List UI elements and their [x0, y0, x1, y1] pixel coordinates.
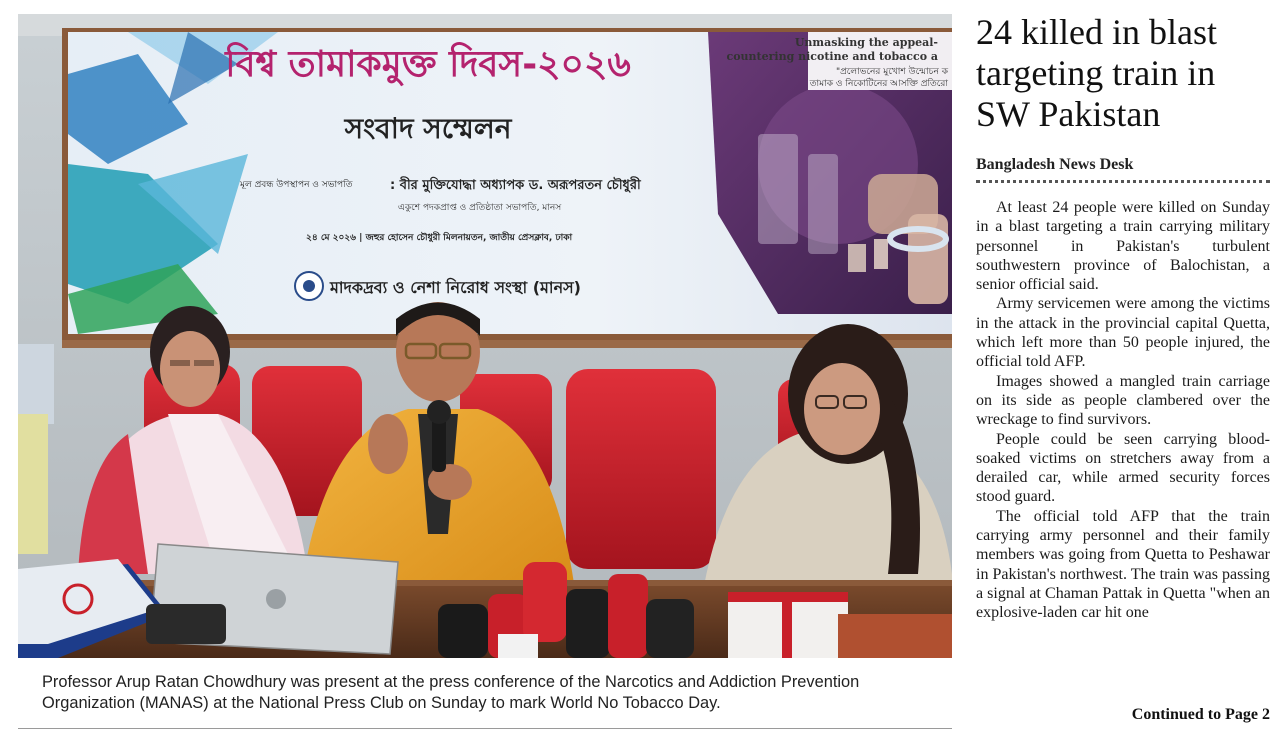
continued-link[interactable]: Continued to Page 2	[1131, 706, 1270, 723]
photo-caption: Professor Arup Ratan Chowdhury was present at the press conference of the Narcotics and Addiction Prevention Organization (MANAS) at the National Press Club on Sunday to mark World No Tobacco Day.	[42, 673, 860, 712]
article-paragraph: Images showed a mangled train carriage on its side as people clambered over the wreckage to find survivors.	[976, 372, 1270, 429]
news-photo	[18, 14, 952, 658]
article-paragraph: Army servicemen were among the victims in the attack in the provincial capital Quetta, which left more than 50 people injured, the official told AFP.	[976, 295, 1270, 371]
banner-slogan-en-2: countering nicotine and tobacco a	[726, 50, 938, 63]
banner-presenter-name: : বীর মুক্তিযোদ্ধা অধ্যাপক ড. অরূপরতন চৌধুরী	[390, 178, 641, 193]
article-paragraph: The official told AFP that the train carrying army personnel and their family members was going from Quetta to Peshawar in Pakistan's northwest. The train was passing a signal at Chaman Pattak in Quetta "when an explosive-laden car hit one	[976, 507, 1270, 622]
banner-presenter-role: একুশে পদকপ্রাপ্ত ও প্রতিষ্ঠাতা সভাপতি, মানস	[398, 203, 562, 213]
press-conference-photo	[18, 14, 952, 658]
article-paragraph: At least 24 people were killed on Sunday in a blast targeting a train carrying military personnel in Pakistan's turbulent southwestern province of Balochistan, a senior official said.	[976, 199, 1270, 294]
article-headline: 24 killed in blast targeting train in SW Pakistan	[976, 12, 1217, 134]
banner-slogan-bn-2: তামাক ও নিকোটিনের আসক্তি প্রতিরো	[809, 79, 948, 89]
banner-slogan-bn-1: "প্রলোভনের মুখোশ উন্মোচন ক	[835, 67, 948, 77]
banner-title: বিশ্ব তামাকমুক্ত দিবস-২০২৬	[225, 44, 631, 85]
byline-divider	[976, 180, 1270, 183]
article-body	[976, 198, 1270, 623]
banner-slogan-en-1: Unmasking the appeal-	[794, 36, 938, 49]
article-paragraph: People could be seen carrying blood-soaked victims on stretchers away from a derailed car, while armed security forces stood guard.	[976, 430, 1270, 506]
banner-venue: ২৪ মে ২০২৬ | জহুর হোসেন চৌধুরী মিলনায়তন, জাতীয় প্রেসক্লাব, ঢাকা	[306, 233, 573, 243]
banner-subtitle: সংবাদ সম্মেলন	[344, 112, 512, 145]
banner-presenter-label: মূল প্রবন্ধ উপস্থাপন ও সভাপতি	[240, 180, 353, 190]
article-byline: Bangladesh News Desk	[976, 156, 1134, 173]
laptop-logo-icon	[266, 589, 286, 609]
banner-org: মাদকদ্রব্য ও নেশা নিরোধ সংস্থা (মানস)	[330, 278, 581, 297]
bottom-divider	[18, 728, 952, 729]
manas-logo-icon-center	[303, 280, 315, 292]
